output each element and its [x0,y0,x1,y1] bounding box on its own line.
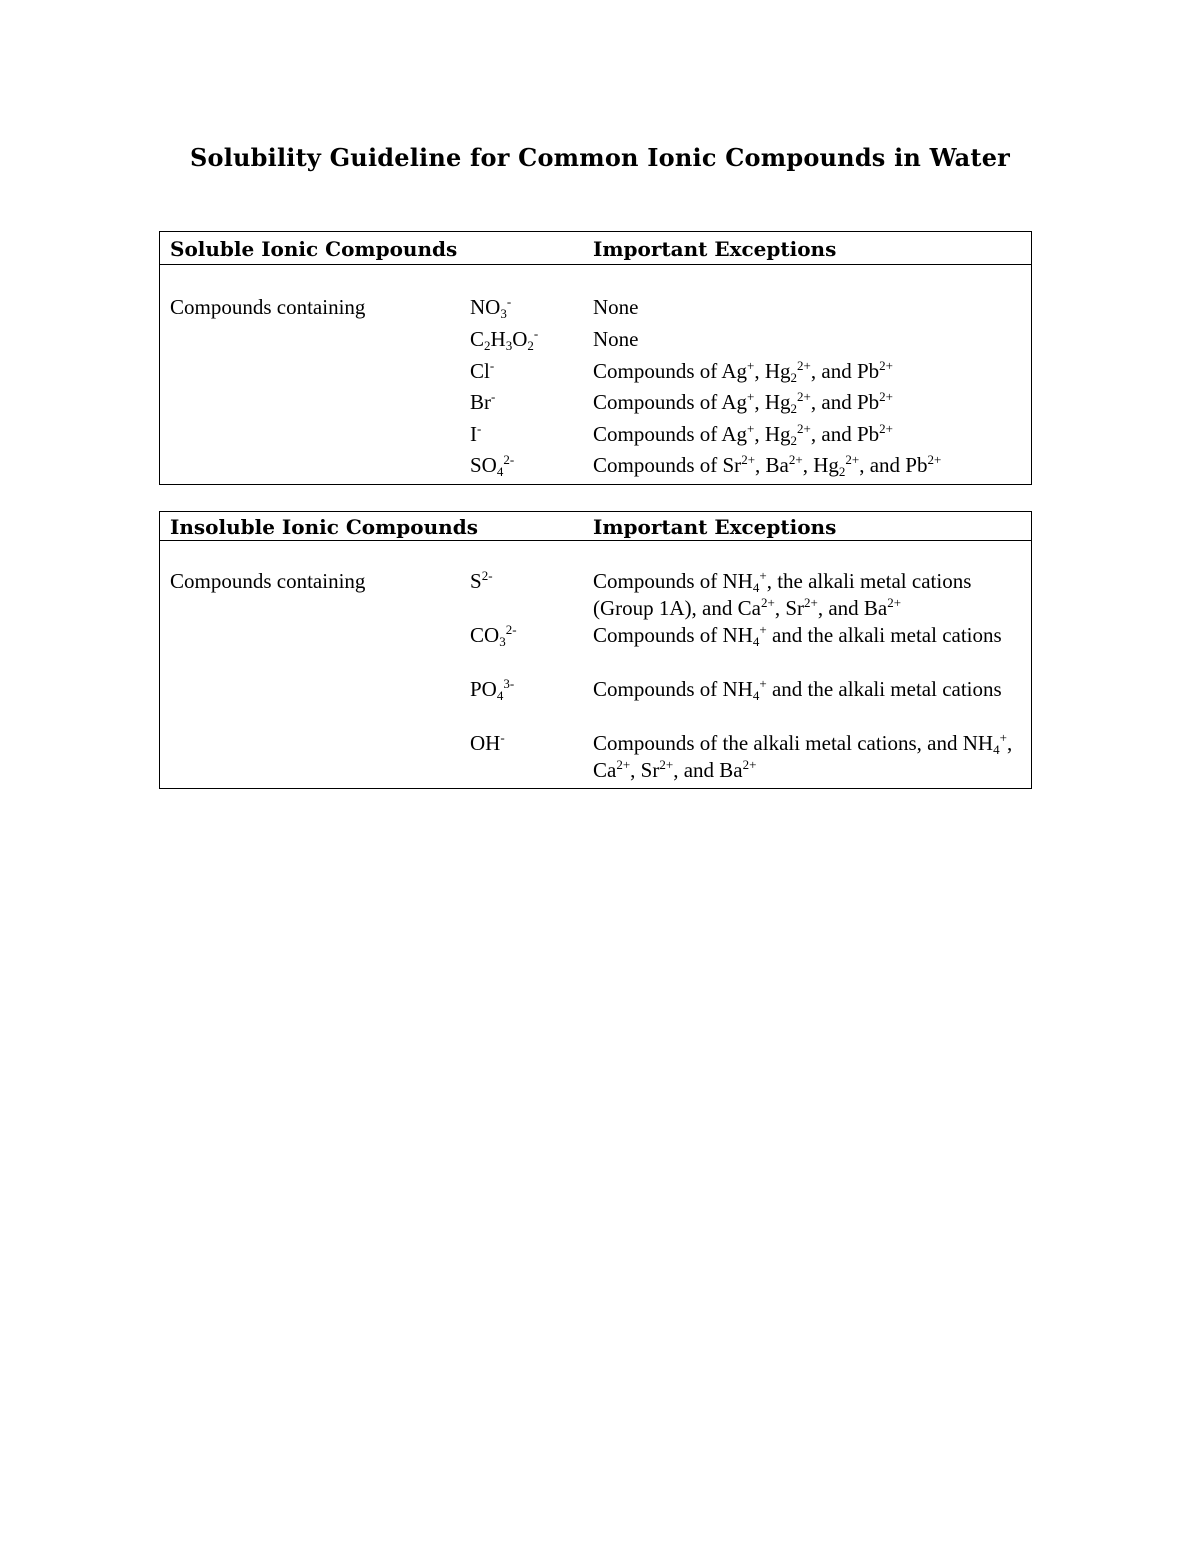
insoluble-row-label: Compounds containing [170,569,366,593]
ion-iodide: I- [470,421,482,446]
insoluble-table-header [160,512,1031,541]
insoluble-header-label: Insoluble Ionic Compounds [170,515,478,539]
ion-carbonate: $CO_3^{2-}$ [470,622,517,649]
ion-sulfate: $SO_4^{2-}$ [470,452,515,479]
exception-nitrate: None [593,295,639,319]
exception-hydroxide: Compounds of the alkali metal cations, and $NH_4^+$, $Ca^{2+}$, $Sr^{2+}$, and $Ba^{2+}$ [593,730,1013,782]
exception-phosphate: Compounds of $NH_4^+$ and the alkali metal cations [593,676,1002,703]
exception-chloride: Compounds of Ag+, $Hg_2^{2+}$, and $Pb^{2+}$ [593,358,893,385]
exception-bromide: Compounds of Ag+, $Hg_2^{2+}$, and $Pb^{2+}$ [593,389,893,416]
ion-sulfide: $S^{2-}$ [470,568,493,593]
insoluble-table [159,511,1032,789]
ion-chloride: Cl- [470,358,495,383]
exception-sulfide: Compounds of $NH_4^+$, the alkali metal cations (Group 1A), and $Ca^{2+}$, $Sr^{2+}$, and $Ba^{2+}$ [593,568,972,620]
insoluble-exceptions-header: Important Exceptions [593,515,837,539]
ion-bromide: Br- [470,389,496,414]
exception-carbonate: Compounds of $NH_4^+$ and the alkali metal cations [593,622,1002,649]
soluble-row-label: Compounds containing [170,295,366,319]
exception-acetate: None [593,327,639,351]
page-title: Solubility Guideline for Common Ionic Compounds in Water [189,143,1011,172]
ion-nitrate: $NO_3^-$ [470,294,512,321]
ion-phosphate: $PO_4^{3-}$ [470,676,515,703]
soluble-table-header [160,232,1031,265]
exception-sulfate: Compounds of $Sr^{2+}$, $Ba^{2+}$, $Hg_2^{2+}$, and $Pb^{2+}$ [593,452,942,479]
soluble-table [159,231,1032,485]
soluble-header-label: Soluble Ionic Compounds [170,237,458,261]
ion-hydroxide: OH- [470,730,505,755]
exception-iodide: Compounds of Ag+, $Hg_2^{2+}$, and $Pb^{2+}$ [593,421,893,448]
soluble-exceptions-header: Important Exceptions [593,237,837,261]
ion-acetate: $C_2H_3O_2^-$ [470,326,539,353]
